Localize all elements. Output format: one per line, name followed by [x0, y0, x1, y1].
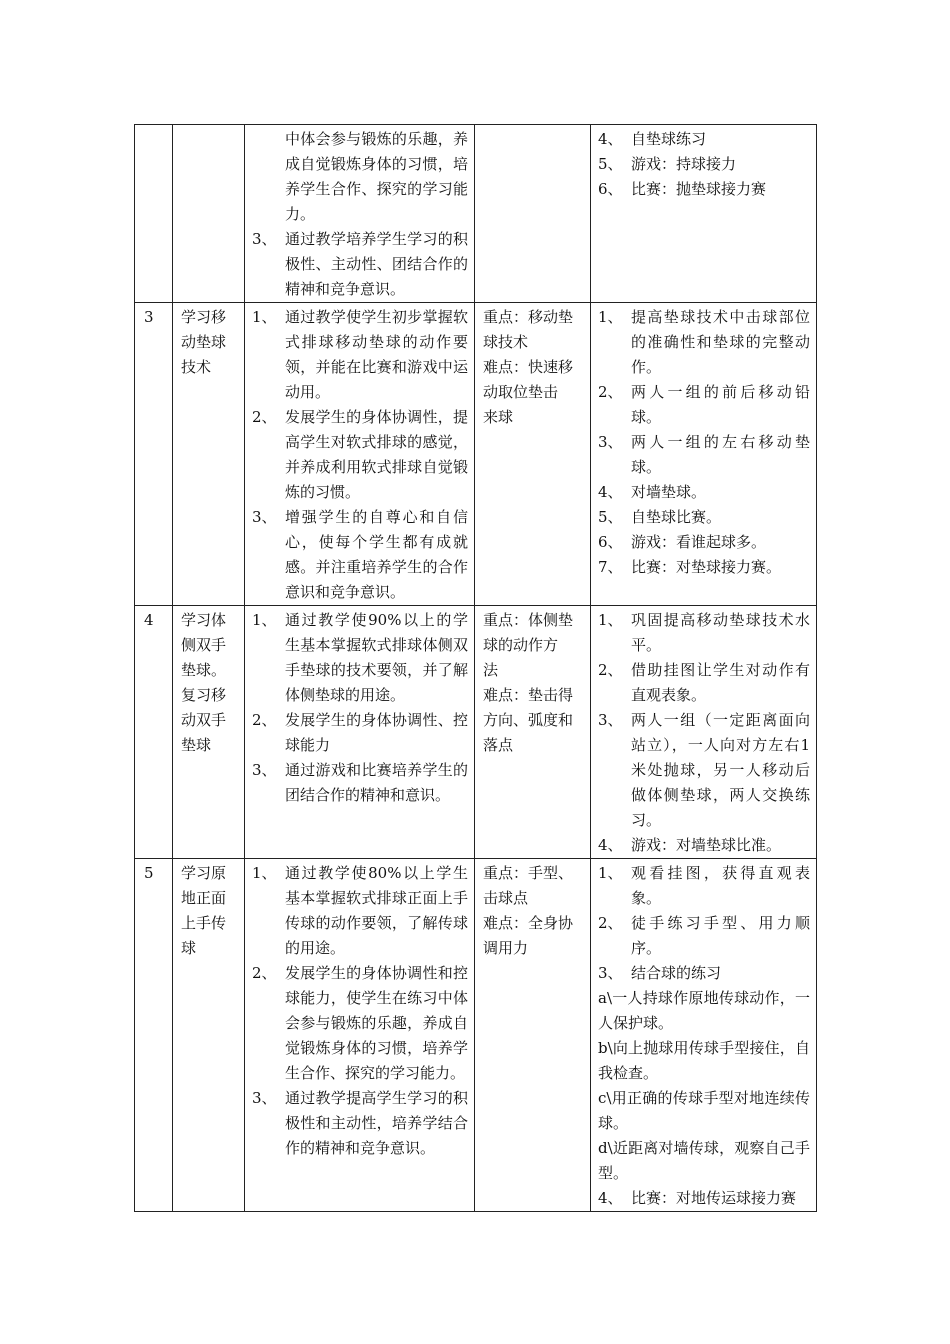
key-point-line: 难点：全身协	[483, 914, 574, 932]
lesson-topic	[173, 303, 245, 606]
step-item	[598, 430, 810, 480]
goal-item	[252, 708, 468, 758]
item-number: 3、	[252, 761, 277, 779]
table-row	[135, 125, 817, 303]
step-item: d\近距离对墙传球，观察自己手型。	[598, 1139, 810, 1182]
step-item: a\一人持球作原地传球动作，一人保护球。	[598, 989, 810, 1032]
key-difficult-points	[475, 303, 591, 606]
teaching-goals	[245, 859, 475, 1212]
item-text: 比赛：对地传运球接力赛	[631, 1189, 797, 1207]
key-point-line: 法	[483, 661, 499, 679]
teaching-steps	[591, 859, 817, 1212]
lesson-plan-table	[134, 124, 817, 1212]
item-number: 4、	[598, 130, 623, 148]
teaching-steps	[591, 606, 817, 859]
item-text: 比赛：对垫球接力赛。	[631, 558, 782, 576]
topic-line: 动双手	[181, 711, 227, 729]
item-number: 1、	[252, 611, 277, 629]
step-item	[598, 911, 810, 961]
item-text: 通过教学使80%以上学生基本掌握软式排球正面上手传球的动作要领，了解传球的用途。	[285, 864, 468, 957]
teaching-goals	[245, 303, 475, 606]
step-item	[598, 658, 810, 708]
key-point-line: 方向、弧度和	[483, 711, 574, 729]
topic-line: 学习原	[181, 864, 227, 882]
item-text: 通过教学培养学生学习的积极性、主动性、团结合作的精神和竞争意识。	[285, 230, 468, 298]
item-text: 借助挂图让学生对动作有直观表象。	[631, 661, 810, 704]
topic-line: 上手传	[181, 914, 227, 932]
table-row	[135, 859, 817, 1212]
item-text: 两人一组的左右移动垫球。	[631, 433, 810, 476]
item-text: 自垫球比赛。	[631, 508, 722, 526]
item-number: 2、	[598, 661, 623, 679]
topic-line: 复习移	[181, 686, 227, 704]
item-number: 1、	[598, 308, 623, 326]
item-text: 通过教学使学生初步掌握软式排球移动垫球的动作要领，并能在比赛和游戏中运动用。	[285, 308, 468, 401]
topic-line: 垫球	[181, 736, 212, 754]
item-number: 3、	[598, 433, 623, 451]
goal-item	[252, 1086, 468, 1161]
goal-item	[252, 227, 468, 302]
key-point-line: 落点	[483, 736, 514, 754]
key-point-line: 重点：移动垫	[483, 308, 574, 326]
item-text: 发展学生的身体协调性和控球能力，使学生在练习中体会参与锻炼的乐趣，养成自觉锻炼身体的习惯，培养学生合作、探究的学习能力。	[285, 964, 468, 1082]
topic-line: 侧双手	[181, 636, 227, 654]
teaching-goals	[245, 125, 475, 303]
topic-line: 学习体	[181, 611, 227, 629]
goal-item	[252, 505, 468, 605]
lesson-number: 5	[135, 859, 173, 1212]
lesson-plan-body	[135, 125, 817, 1212]
step-item	[598, 833, 810, 858]
step-item	[598, 127, 810, 152]
lesson-topic	[173, 606, 245, 859]
step-item	[598, 861, 810, 911]
goal-item	[252, 961, 468, 1086]
item-text: 徒手练习手型、用力顺序。	[631, 914, 810, 957]
key-point-line: 难点：快速移	[483, 358, 574, 376]
goal-item	[252, 405, 468, 505]
item-text: 提高垫球技术中击球部位的准确性和垫球的完整动作。	[631, 308, 810, 376]
key-point-line: 调用力	[483, 939, 529, 957]
item-number: 2、	[252, 408, 277, 426]
item-text: 游戏：看谁起球多。	[631, 533, 767, 551]
step-item	[598, 305, 810, 380]
key-difficult-points	[475, 125, 591, 303]
goal-item	[252, 608, 468, 708]
item-text: 通过游戏和比赛培养学生的团结合作的精神和意识。	[285, 761, 468, 804]
key-point-line: 球的动作方	[483, 636, 559, 654]
step-item	[598, 555, 810, 580]
item-text: 游戏：对墙垫球比准。	[631, 836, 782, 854]
item-text: 游戏：持球接力	[631, 155, 737, 173]
step-item	[598, 177, 810, 202]
lesson-number: 3	[135, 303, 173, 606]
goal-item	[252, 861, 468, 961]
item-number: 2、	[252, 711, 277, 729]
teaching-goals	[245, 606, 475, 859]
lesson-topic	[173, 859, 245, 1212]
topic-line: 动垫球	[181, 333, 227, 351]
item-number: 3、	[252, 230, 277, 248]
item-text: 发展学生的身体协调性，提高学生对软式排球的感觉，并养成利用软式排球自觉锻炼的习惯。	[285, 408, 468, 501]
item-text: 增强学生的自尊心和自信心，使每个学生都有成就感。并注重培养学生的合作意识和竞争意识。	[285, 508, 468, 601]
step-item	[598, 1186, 810, 1211]
item-number: 1、	[598, 864, 623, 882]
item-number: 6、	[598, 180, 623, 198]
topic-line: 地正面	[181, 889, 227, 907]
item-number: 1、	[598, 611, 623, 629]
step-item	[598, 380, 810, 430]
topic-line: 垫球。	[181, 661, 227, 679]
table-row	[135, 303, 817, 606]
item-number: 2、	[598, 914, 623, 932]
key-point-line: 来球	[483, 408, 514, 426]
key-point-line: 动取位垫击	[483, 383, 559, 401]
step-item	[598, 152, 810, 177]
key-point-line: 重点：体侧垫	[483, 611, 574, 629]
item-number: 3、	[252, 508, 277, 526]
key-point-line: 重点：手型、	[483, 864, 574, 882]
step-item: b\向上抛球用传球手型接住，自我检查。	[598, 1039, 810, 1082]
item-number: 5、	[598, 155, 623, 173]
key-difficult-points	[475, 606, 591, 859]
item-number: 4、	[598, 836, 623, 854]
key-point-line: 球技术	[483, 333, 529, 351]
lesson-number	[135, 125, 173, 303]
table-row	[135, 606, 817, 859]
lesson-number: 4	[135, 606, 173, 859]
step-item	[598, 530, 810, 555]
topic-line: 球	[181, 939, 197, 957]
item-number: 2、	[598, 383, 623, 401]
item-text: 通过教学提高学生学习的积极性和主动性，培养学结合作的精神和竞争意识。	[285, 1089, 468, 1157]
teaching-steps	[591, 303, 817, 606]
item-text: 通过教学使90%以上的学生基本掌握软式排球体侧双手垫球的技术要领，并了解体侧垫球的用途。	[285, 611, 468, 704]
item-number: 3、	[598, 711, 623, 729]
item-number: 7、	[598, 558, 623, 576]
item-number: 2、	[252, 964, 277, 982]
lesson-topic	[173, 125, 245, 303]
goal-item	[252, 305, 468, 405]
key-difficult-points	[475, 859, 591, 1212]
item-text: 结合球的练习	[631, 964, 722, 982]
step-item: c\用正确的传球手型对地连续传球。	[598, 1089, 810, 1132]
item-text: 比赛：抛垫球接力赛	[631, 180, 767, 198]
topic-line: 技术	[181, 358, 212, 376]
item-number: 1、	[252, 308, 277, 326]
item-text: 自垫球练习	[631, 130, 707, 148]
item-number: 3、	[252, 1089, 277, 1107]
step-item	[598, 961, 810, 986]
item-text: 两人一组的前后移动铅球。	[631, 383, 810, 426]
goal-item: 中体会参与锻炼的乐趣，养成自觉锻炼身体的习惯，培养学生合作、探究的学习能力。	[285, 130, 468, 223]
key-point-line: 击球点	[483, 889, 529, 907]
step-item	[598, 608, 810, 658]
key-point-line: 难点：垫击得	[483, 686, 574, 704]
goal-item	[252, 758, 468, 808]
topic-line: 学习移	[181, 308, 227, 326]
item-text: 巩固提高移动垫球技术水平。	[631, 611, 810, 654]
item-number: 3、	[598, 964, 623, 982]
step-item	[598, 708, 810, 833]
item-number: 4、	[598, 483, 623, 501]
item-number: 6、	[598, 533, 623, 551]
teaching-steps	[591, 125, 817, 303]
step-item	[598, 480, 810, 505]
item-text: 对墙垫球。	[631, 483, 707, 501]
step-item	[598, 505, 810, 530]
item-text: 发展学生的身体协调性、控球能力	[285, 711, 468, 754]
item-text: 观看挂图，获得直观表象。	[631, 864, 810, 907]
item-number: 4、	[598, 1189, 623, 1207]
item-number: 1、	[252, 864, 277, 882]
item-number: 5、	[598, 508, 623, 526]
item-text: 两人一组（一定距离面向站立），一人向对方左右1米处抛球，另一人移动后做体侧垫球，两人交换练习。	[631, 711, 810, 829]
